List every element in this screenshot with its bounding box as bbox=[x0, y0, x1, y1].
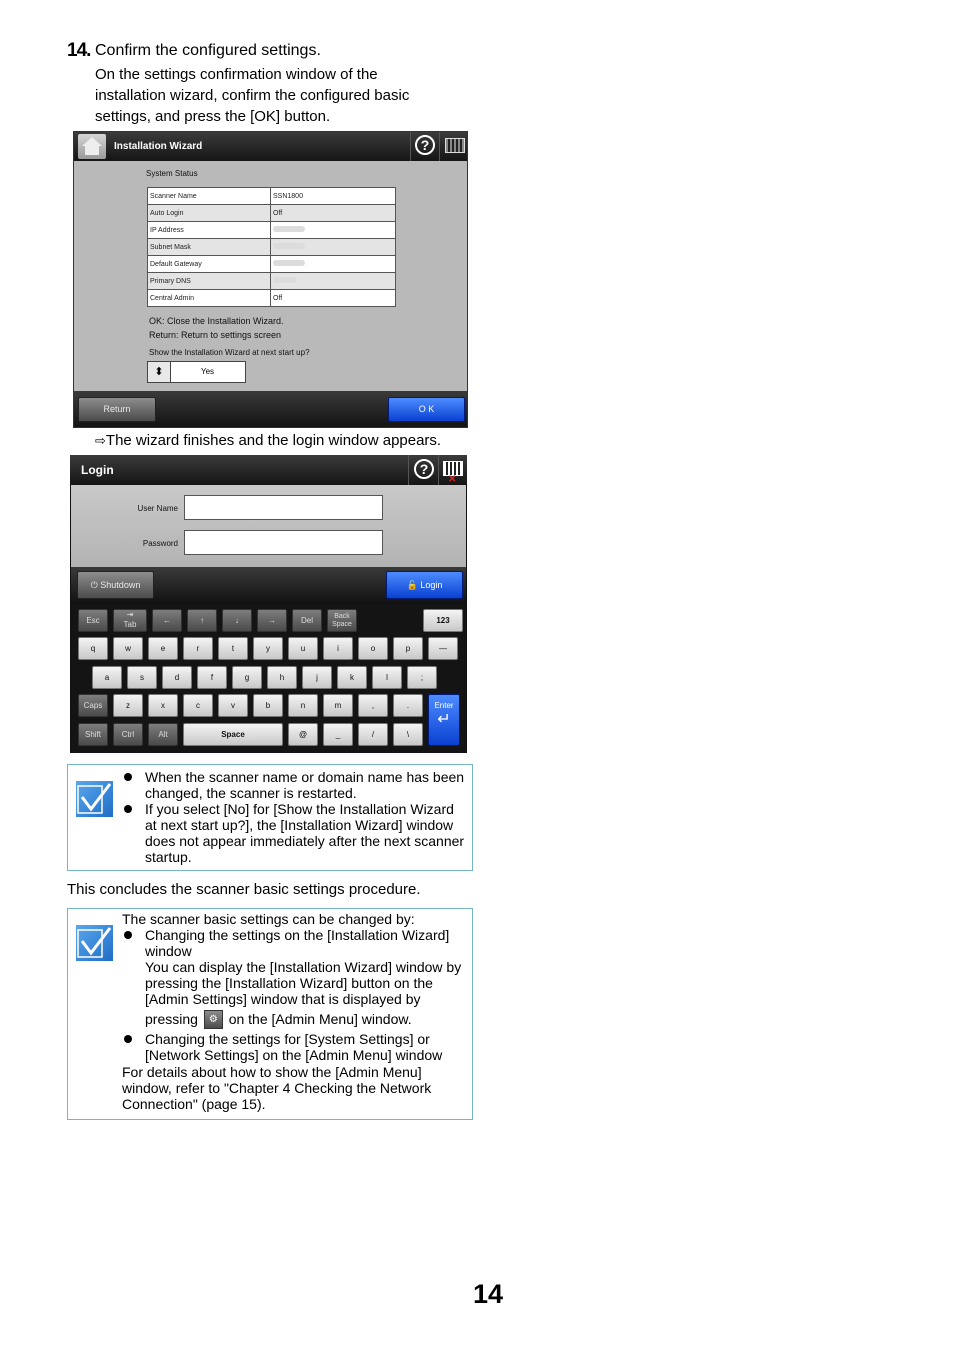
page-number: 14 bbox=[473, 1279, 504, 1309]
key-comma[interactable]: , bbox=[358, 694, 388, 717]
startup-question: Show the Installation Wizard at next start up? bbox=[149, 348, 310, 357]
divider bbox=[410, 132, 411, 161]
ok-button[interactable]: O K bbox=[388, 397, 465, 422]
keyboard-icon[interactable] bbox=[445, 138, 465, 153]
row-value: Off bbox=[271, 205, 396, 222]
help-icon[interactable]: ? bbox=[414, 459, 434, 479]
key-tab[interactable]: ⇥ Tab bbox=[113, 609, 147, 632]
key-123[interactable]: 123 bbox=[423, 609, 463, 632]
step-number: 14. bbox=[67, 40, 91, 61]
hollow-arrow-right-icon: ⇨ bbox=[95, 433, 106, 448]
conclusion-text: This concludes the scanner basic settings procedure. bbox=[67, 881, 421, 898]
select-value: Yes bbox=[200, 367, 215, 376]
return-hint: Return: Return to settings screen bbox=[149, 330, 282, 340]
login-title: Login bbox=[81, 463, 114, 477]
key-left[interactable]: ← bbox=[152, 609, 182, 632]
wizard-button-bar bbox=[74, 391, 467, 428]
key-c[interactable]: c bbox=[183, 694, 213, 717]
list-item: Changing the settings for [System Settings] or [Network Settings] on the [Admin Menu] window bbox=[122, 1031, 467, 1063]
item1-pressing-line bbox=[145, 1010, 467, 1029]
key-v[interactable]: v bbox=[218, 694, 248, 717]
user-name-input[interactable] bbox=[184, 495, 383, 520]
shutdown-button[interactable] bbox=[77, 571, 154, 599]
key-b[interactable]: b bbox=[253, 694, 283, 717]
key-del[interactable]: Del bbox=[292, 609, 322, 632]
item1-detail: You can display the [Installation Wizard] window by pressing the [Installation Wizard] button on the [Admin Settings] window that is displayed by bbox=[145, 959, 462, 1007]
key-j[interactable]: j bbox=[302, 666, 332, 689]
password-label: Password bbox=[142, 539, 178, 548]
desc-line: On the settings confirmation window of the bbox=[95, 66, 378, 83]
key-period[interactable]: . bbox=[393, 694, 423, 717]
table-row bbox=[148, 273, 396, 290]
key-alt[interactable]: Alt bbox=[148, 723, 178, 746]
key-f[interactable]: f bbox=[197, 666, 227, 689]
login-button[interactable] bbox=[386, 571, 463, 599]
note-list bbox=[122, 769, 467, 865]
key-i[interactable]: i bbox=[323, 637, 353, 660]
list-item: If you select [No] for [Show the Installation Wizard at next start up?], the [Installation Wizard] window does not appear immediately after the next scanner startup. bbox=[122, 801, 467, 865]
item1-title: Changing the settings on the [Installation Wizard] window bbox=[145, 927, 450, 959]
wizard-title: Installation Wizard bbox=[114, 141, 203, 152]
system-status-label: System Status bbox=[146, 169, 198, 178]
table-row bbox=[148, 222, 396, 239]
row-label: Central Admin bbox=[148, 290, 271, 307]
key-backslash[interactable]: \ bbox=[393, 723, 423, 746]
divider bbox=[408, 455, 409, 485]
key-l[interactable]: l bbox=[372, 666, 402, 689]
list-item bbox=[122, 927, 467, 1029]
key-z[interactable]: z bbox=[113, 694, 143, 717]
table-row bbox=[148, 188, 396, 205]
key-caps[interactable]: Caps bbox=[78, 694, 108, 717]
login-screenshot bbox=[70, 455, 467, 753]
key-space[interactable]: Space bbox=[183, 723, 283, 746]
key-backspace[interactable]: Back Space bbox=[327, 609, 357, 632]
row-label: Subnet Mask bbox=[148, 239, 271, 256]
key-h[interactable]: h bbox=[267, 666, 297, 689]
table-row bbox=[148, 256, 396, 273]
note2-intro: The scanner basic settings can be changed by: bbox=[122, 911, 415, 927]
after-text: on the [Admin Menu] window. bbox=[228, 1011, 412, 1027]
key-ctrl[interactable]: Ctrl bbox=[113, 723, 143, 746]
key-slash[interactable]: / bbox=[358, 723, 388, 746]
key-t[interactable]: t bbox=[218, 637, 248, 660]
key-shift[interactable]: Shift bbox=[78, 723, 108, 746]
return-button[interactable]: Return bbox=[78, 397, 156, 422]
login-title-bar bbox=[70, 455, 467, 485]
row-label: Auto Login bbox=[148, 205, 271, 222]
row-value-blurred bbox=[271, 239, 396, 256]
key-s[interactable]: s bbox=[127, 666, 157, 689]
startup-select[interactable] bbox=[147, 361, 246, 383]
note2-footer: For details about how to show the [Admin Menu] window, refer to "Chapter 4 Checking the Network Connection" (page 15). bbox=[122, 1064, 432, 1112]
enter-arrow-icon: ↵ bbox=[437, 711, 451, 728]
key-q[interactable]: q bbox=[78, 637, 108, 660]
lock-icon: 🔓 bbox=[406, 580, 418, 590]
key-u[interactable]: u bbox=[288, 637, 318, 660]
key-a[interactable]: a bbox=[92, 666, 122, 689]
row-label: Default Gateway bbox=[148, 256, 271, 273]
key-r[interactable]: r bbox=[183, 637, 213, 660]
pressing-text: pressing bbox=[145, 1011, 198, 1027]
key-m[interactable]: m bbox=[323, 694, 353, 717]
row-label: IP Address bbox=[148, 222, 271, 239]
desc-line: installation wizard, confirm the configured basic bbox=[95, 87, 410, 104]
key-esc[interactable]: Esc bbox=[78, 609, 108, 632]
key-e[interactable]: e bbox=[148, 637, 178, 660]
key-x[interactable]: x bbox=[148, 694, 178, 717]
password-input[interactable] bbox=[184, 530, 383, 555]
gear-icon bbox=[204, 1010, 223, 1029]
note-list bbox=[122, 927, 467, 1063]
login-form bbox=[71, 485, 466, 567]
key-k[interactable]: k bbox=[337, 666, 367, 689]
step-title: Confirm the configured settings. bbox=[95, 42, 321, 59]
key-enter[interactable] bbox=[428, 694, 460, 746]
system-status-table bbox=[147, 187, 396, 307]
enter-label: Enter bbox=[434, 701, 454, 710]
table-row bbox=[148, 205, 396, 222]
wizard-title-bar bbox=[74, 132, 467, 161]
spin-arrows-icon[interactable]: ⬍ bbox=[148, 362, 171, 382]
power-icon: ⏻ bbox=[90, 580, 98, 590]
key-d[interactable]: d bbox=[162, 666, 192, 689]
on-screen-keyboard bbox=[71, 604, 466, 753]
shutdown-label: Shutdown bbox=[100, 580, 141, 590]
user-name-label: User Name bbox=[137, 504, 178, 513]
key-tab-label: Tab bbox=[123, 620, 137, 629]
key-at[interactable]: @ bbox=[288, 723, 318, 746]
key-p[interactable]: p bbox=[393, 637, 423, 660]
row-value-blurred bbox=[271, 273, 396, 290]
table-row bbox=[148, 239, 396, 256]
checkmark-icon bbox=[76, 925, 113, 961]
key-down[interactable]: ↓ bbox=[222, 609, 252, 632]
divider bbox=[439, 132, 440, 161]
key-semicolon[interactable]: ; bbox=[407, 666, 437, 689]
note-box-2 bbox=[67, 908, 473, 1120]
row-value: Off bbox=[271, 290, 396, 307]
row-value-blurred bbox=[271, 222, 396, 239]
key-o[interactable]: o bbox=[358, 637, 388, 660]
note-box-1 bbox=[67, 764, 473, 871]
step-description bbox=[95, 64, 475, 127]
key-y[interactable]: y bbox=[253, 637, 283, 660]
desc-line: settings, and press the [OK] button. bbox=[95, 108, 331, 125]
row-label: Primary DNS bbox=[148, 273, 271, 290]
installation-wizard-screenshot bbox=[73, 131, 468, 428]
key-dash[interactable]: — bbox=[428, 637, 458, 660]
key-underscore[interactable]: _ bbox=[323, 723, 353, 746]
checkmark-icon bbox=[76, 781, 113, 817]
key-n[interactable]: n bbox=[288, 694, 318, 717]
list-item: When the scanner name or domain name has been changed, the scanner is restarted. bbox=[122, 769, 467, 801]
ok-hint: OK: Close the Installation Wizard. bbox=[149, 316, 284, 326]
result-line bbox=[95, 432, 441, 449]
result-text: The wizard finishes and the login window appears. bbox=[105, 432, 442, 449]
key-w[interactable]: w bbox=[113, 637, 143, 660]
key-right[interactable]: → bbox=[257, 609, 287, 632]
key-up[interactable]: ↑ bbox=[187, 609, 217, 632]
login-label: Login bbox=[420, 580, 443, 590]
close-keyboard-icon[interactable]: ✕ bbox=[448, 474, 457, 485]
table-row bbox=[148, 290, 396, 307]
row-value-blurred bbox=[271, 256, 396, 273]
key-g[interactable]: g bbox=[232, 666, 262, 689]
home-icon[interactable] bbox=[78, 134, 106, 159]
row-value: SSN1800 bbox=[271, 188, 396, 205]
divider bbox=[438, 455, 439, 485]
login-button-bar bbox=[71, 567, 466, 604]
row-label: Scanner Name bbox=[148, 188, 271, 205]
help-icon[interactable]: ? bbox=[415, 135, 435, 155]
